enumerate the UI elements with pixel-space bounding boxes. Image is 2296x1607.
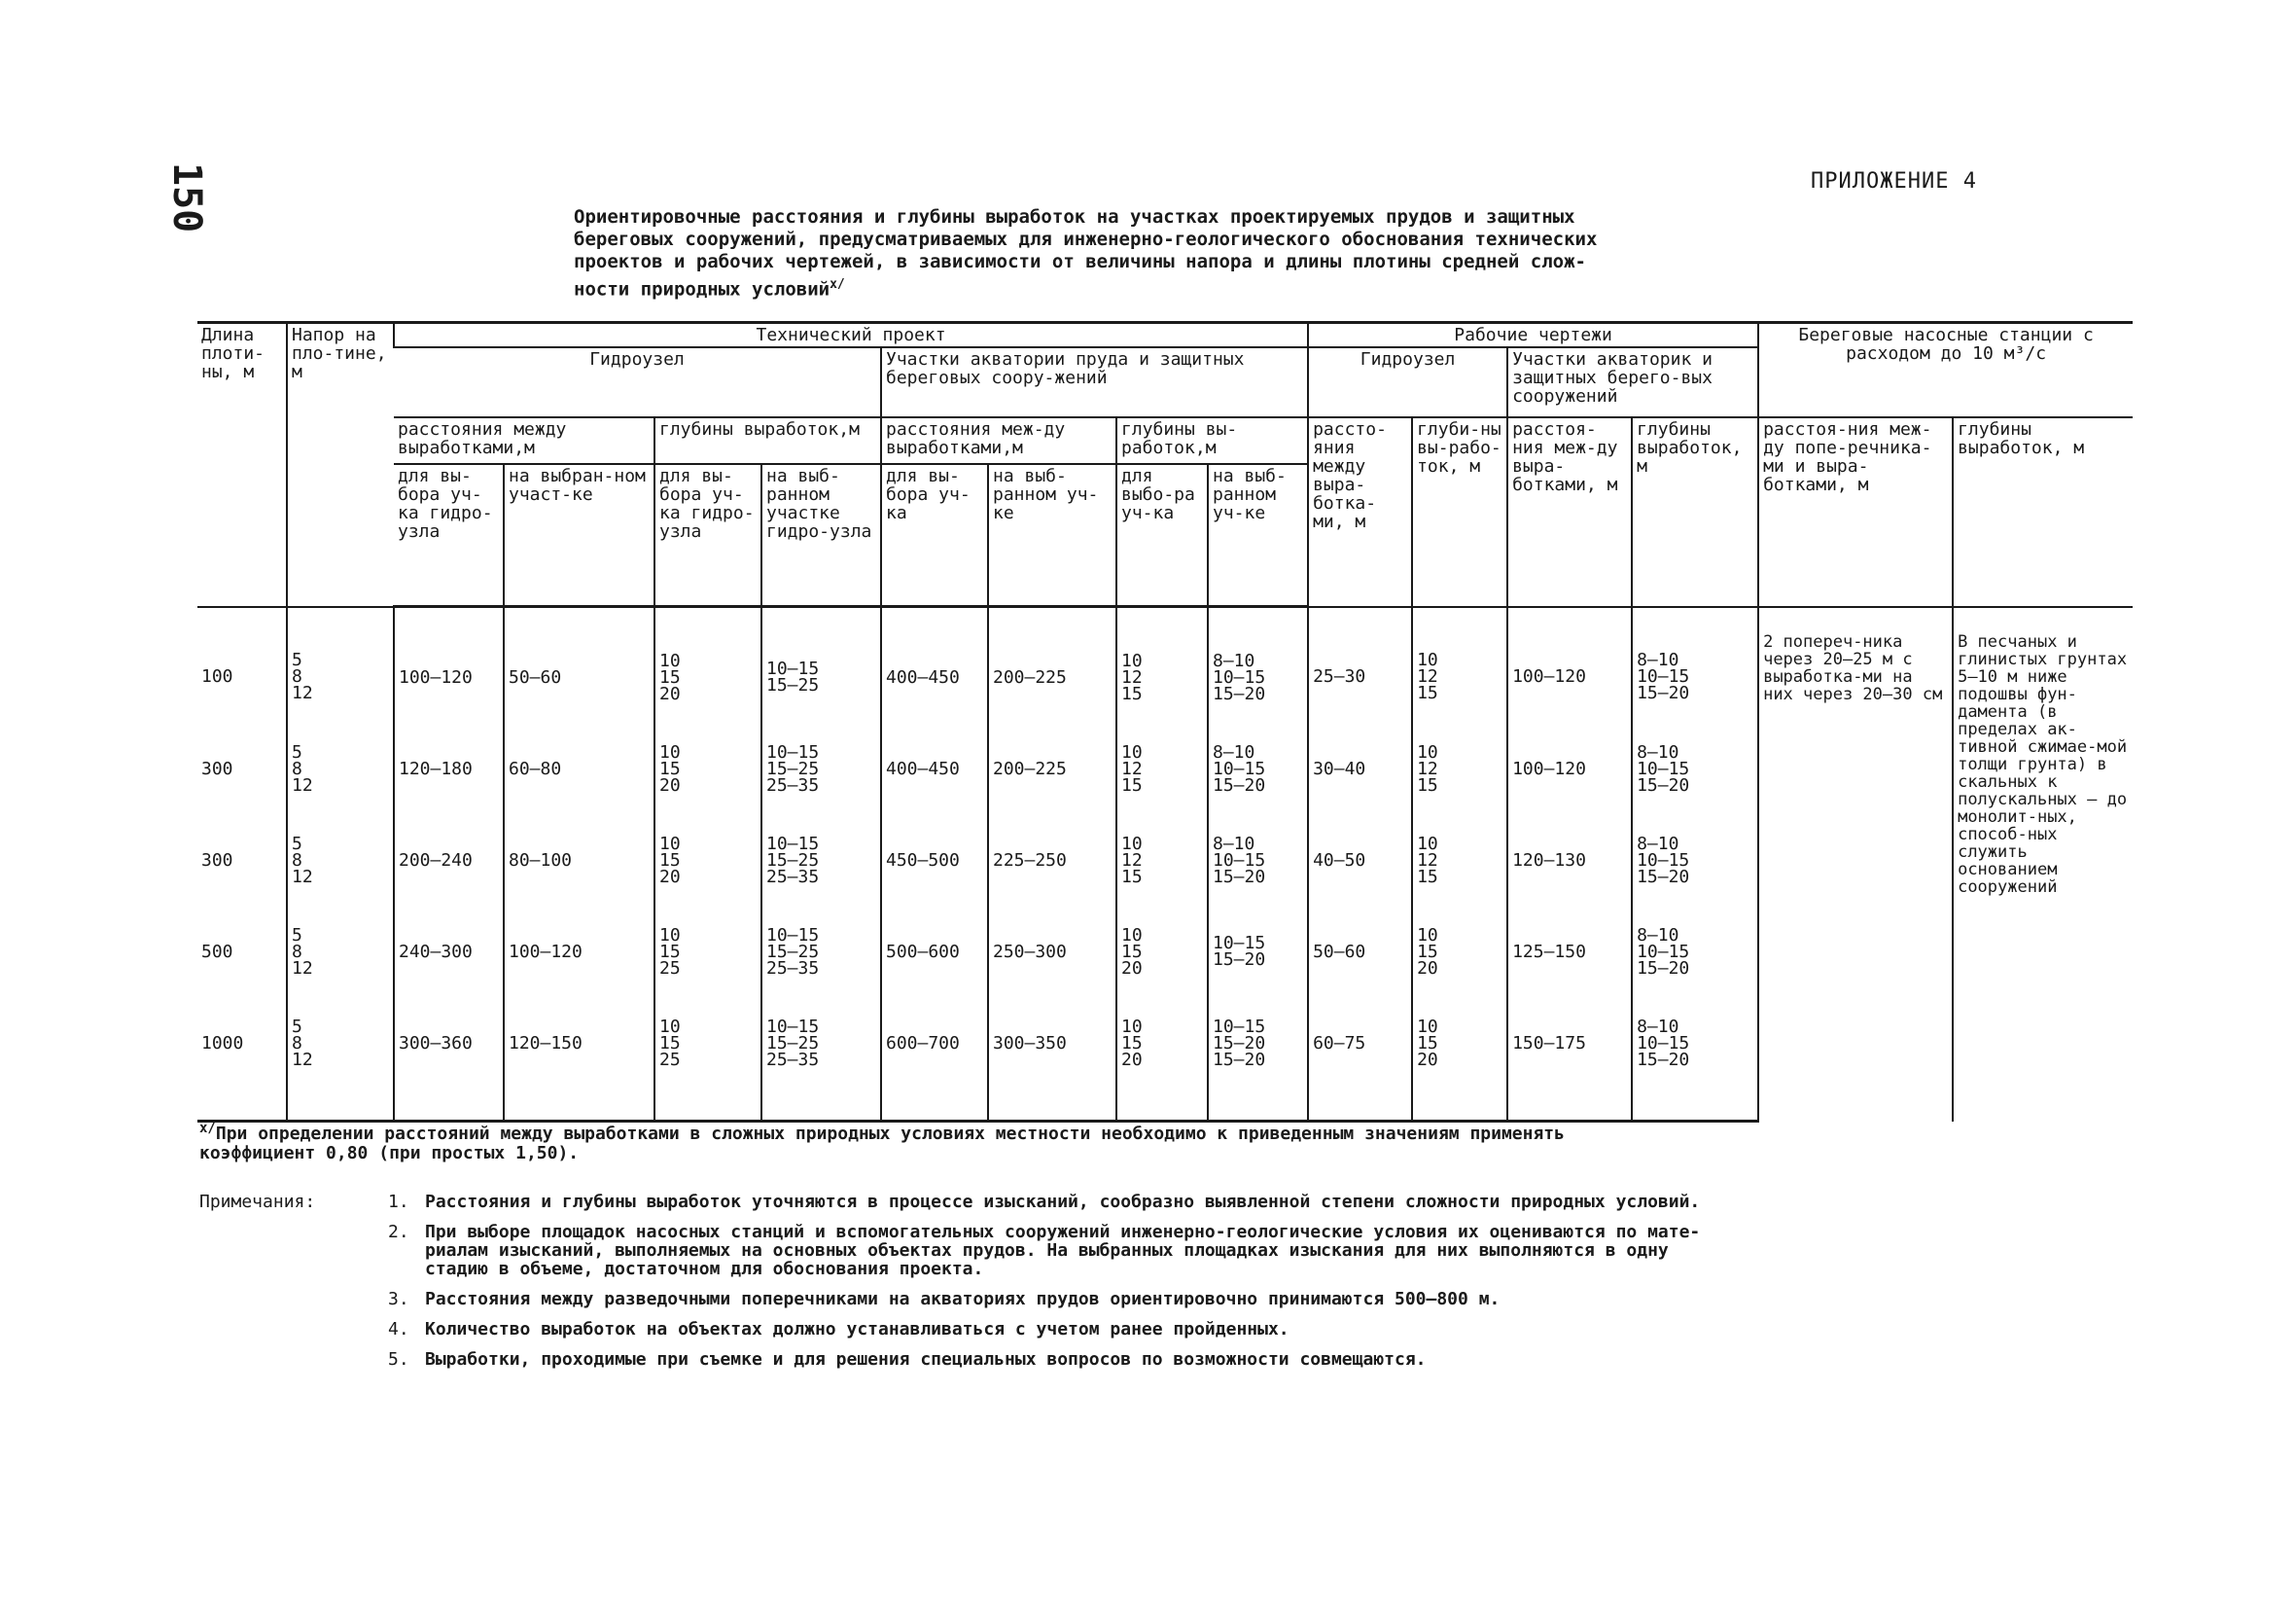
cell-r-depth-sel xyxy=(1116,723,1208,814)
cell-value: 15–20 xyxy=(1637,683,1690,704)
cell-r-dist-on: 200–225 xyxy=(988,607,1116,724)
cell-t-dist-sel: 300–360 xyxy=(394,997,504,1122)
cell-w-dist-r: 100–120 xyxy=(1507,607,1632,724)
cell-value: 15 xyxy=(659,941,681,962)
cell-value: 8–10 xyxy=(1213,833,1255,854)
header-pump-stations: Береговые насосные станции с расходом до 10 м³/с xyxy=(1758,323,2133,418)
note-text: При выборе площадок насосных станций и вспомогательных сооружений инженерно-геологические условия их оцениваются по мате- риалам изысканий, выполняемых на основных объектах прудов. На выбранных площадках изыскания для них выполняются в одну стадию в объеме, достаточном для обоснования проекта. xyxy=(425,1222,1701,1279)
cell-r-dist-sel: 400–450 xyxy=(881,723,988,814)
cell-value: 10–15 xyxy=(766,659,820,679)
cell-value: 8 xyxy=(292,1032,302,1053)
page-number: 150 xyxy=(164,162,209,233)
footnote-mark: x/ xyxy=(199,1121,216,1136)
header-sel-hydro: для вы-бора уч-ка гидро-узла xyxy=(394,464,504,607)
note-number: 3. xyxy=(388,1289,409,1309)
note-item xyxy=(388,1193,2125,1211)
cell-value: 8 xyxy=(292,666,302,688)
cell-w-dist-h: 50–60 xyxy=(1308,906,1412,997)
cell-r-depth-sel xyxy=(1116,607,1208,724)
note-item xyxy=(388,1223,2125,1278)
cell-value: 12 xyxy=(1417,758,1438,779)
cell-value: 12 xyxy=(1121,666,1143,688)
cell-r-depth-on xyxy=(1208,906,1308,997)
cell-value: 25–35 xyxy=(766,866,820,887)
cell-t-depth-on xyxy=(761,723,881,814)
cell-value: 12 xyxy=(1121,758,1143,779)
cell-value: 25 xyxy=(659,957,681,979)
cell-value: 5 xyxy=(292,650,302,671)
cell-t-depth-on xyxy=(761,997,881,1122)
note-item xyxy=(388,1320,2125,1339)
cell-value: 15 xyxy=(1121,866,1143,887)
cell-w-dist-h: 40–50 xyxy=(1308,814,1412,906)
cell-value: 10–15 xyxy=(766,1016,820,1037)
cell-value: 8–10 xyxy=(1637,924,1679,946)
cell-value: 10 xyxy=(1121,650,1143,671)
note-text: Количество выработок на объектах должно устанавливаться с учетом ранее пройденных. xyxy=(425,1319,1289,1339)
cell-r-dist-on: 225–250 xyxy=(988,814,1116,906)
cell-t-depth-sel xyxy=(654,723,761,814)
footnote-text: При определении расстояний между выработками в сложных природных условиях местности необходимо к приведенным значениям применять коэффициент 0,80 (при простых 1,50). xyxy=(199,1124,1565,1163)
cell-w-dist-h: 30–40 xyxy=(1308,723,1412,814)
cell-value: 15–25 xyxy=(766,941,820,962)
cell-value: 10–15 xyxy=(1213,1016,1266,1037)
cell-value: 20 xyxy=(1121,1049,1143,1070)
cell-value: 10 xyxy=(1417,650,1438,671)
cell-head xyxy=(287,906,394,997)
header-depth-res: глубины вы-работок,м xyxy=(1116,417,1308,464)
note-text: Выработки, проходимые при съемке и для решения специальных вопросов по возможности совмещаются. xyxy=(425,1349,1427,1370)
cell-value: 15–20 xyxy=(1637,1049,1690,1070)
header-dist-hydro: расстояния между выработками,м xyxy=(394,417,654,464)
cell-value: 15–20 xyxy=(1213,774,1266,796)
cell-w-dist-r: 120–130 xyxy=(1507,814,1632,906)
cell-value: 10 xyxy=(1121,924,1143,946)
title-text: Ориентировочные расстояния и глубины выработок на участках проектируемых прудов и защитных береговых сооружений, предусматриваемых для инженерно-геологического обоснования технических проектов и рабочих чертежей, в зависимости от величины напора и длины плотины средней слож- ности природных условий xyxy=(574,206,1598,301)
cell-value: 12 xyxy=(292,1049,313,1070)
cell-r-depth-on xyxy=(1208,607,1308,724)
cell-w-depth-r xyxy=(1632,607,1758,724)
header-hydro-work: Гидроузел xyxy=(1308,347,1507,417)
header-pump-dist: расстоя-ния меж-ду попе-речника-ми и выра-ботками, м xyxy=(1758,417,1953,607)
cell-value: 15–25 xyxy=(766,1032,820,1053)
cell-value: 8–10 xyxy=(1637,1016,1679,1037)
cell-w-depth-h xyxy=(1412,814,1507,906)
cell-value: 15–20 xyxy=(1637,774,1690,796)
cell-value: 10–15 xyxy=(766,833,820,854)
header-head: Напор на пло-тине, м xyxy=(287,323,394,607)
note-text: Расстояния между разведочными поперечниками на акваториях прудов ориентировочно принимаются 500–800 м. xyxy=(425,1289,1501,1309)
cell-value: 8–10 xyxy=(1637,833,1679,854)
cell-value: 10 xyxy=(659,650,681,671)
cell-value: 8–10 xyxy=(1637,741,1679,763)
cell-value: 10–15 xyxy=(1213,933,1266,953)
cell-value: 25–35 xyxy=(766,957,820,979)
cell-t-dist-sel: 240–300 xyxy=(394,906,504,997)
cell-value: 15 xyxy=(1417,941,1438,962)
cell-value: 20 xyxy=(659,774,681,796)
note-item xyxy=(388,1290,2125,1308)
header-on-sel-area-depth: на выб-ранном уч-ке xyxy=(1208,464,1308,607)
cell-value: 20 xyxy=(1121,957,1143,979)
cell-value: 10 xyxy=(659,924,681,946)
cell-value: 10–15 xyxy=(1637,666,1690,688)
cell-head xyxy=(287,997,394,1122)
cell-value: 12 xyxy=(292,683,313,704)
cell-w-depth-h xyxy=(1412,723,1507,814)
cell-r-dist-sel: 600–700 xyxy=(881,997,988,1122)
cell-r-depth-sel xyxy=(1116,814,1208,906)
cell-value: 12 xyxy=(292,957,313,979)
table-row xyxy=(197,607,2133,724)
cell-head xyxy=(287,607,394,724)
cell-length: 300 xyxy=(201,758,233,779)
header-sel-hydro-depth: для вы-бора уч-ка гидро-узла xyxy=(654,464,761,607)
cell-value: 10–15 xyxy=(766,741,820,763)
cell-w-depth-h xyxy=(1412,997,1507,1122)
cell-t-dist-sel: 120–180 xyxy=(394,723,504,814)
cell-value: 25–35 xyxy=(766,1049,820,1070)
cell-value: 10–15 xyxy=(1213,849,1266,871)
cell-value: 15 xyxy=(1121,774,1143,796)
cell-value: 15 xyxy=(1121,1032,1143,1053)
cell-value: 5 xyxy=(292,833,302,854)
table-title xyxy=(574,206,1760,301)
cell-t-dist-on: 100–120 xyxy=(504,906,654,997)
cell-value: 20 xyxy=(659,866,681,887)
cell-head xyxy=(287,723,394,814)
notes-label: Примечания: xyxy=(199,1192,316,1212)
cell-r-dist-on: 200–225 xyxy=(988,723,1116,814)
header-on-sel-depth: на выб-ранном участке гидро-узла xyxy=(761,464,881,607)
cell-r-dist-sel: 500–600 xyxy=(881,906,988,997)
cell-r-depth-on xyxy=(1208,723,1308,814)
cell-value: 10 xyxy=(1121,1016,1143,1037)
cell-value: 10 xyxy=(1121,833,1143,854)
cell-value: 10 xyxy=(1417,1016,1438,1037)
cell-value: 8 xyxy=(292,849,302,871)
cell-value: 15 xyxy=(659,849,681,871)
cell-value: 10 xyxy=(1121,741,1143,763)
header-work-dist-res: расстоя-ния меж-ду выра-ботками, м xyxy=(1507,417,1632,607)
cell-value: 15–25 xyxy=(766,758,820,779)
notes-section xyxy=(199,1193,2125,1380)
cell-t-dist-on: 80–100 xyxy=(504,814,654,906)
cell-value: 15–20 xyxy=(1213,949,1266,970)
cell-w-dist-r: 100–120 xyxy=(1507,723,1632,814)
cell-t-depth-sel xyxy=(654,814,761,906)
cell-value: 25–35 xyxy=(766,774,820,796)
cell-w-dist-h: 25–30 xyxy=(1308,607,1412,724)
cell-r-dist-on: 300–350 xyxy=(988,997,1116,1122)
cell-w-depth-r xyxy=(1632,997,1758,1122)
cell-value: 15 xyxy=(1417,683,1438,704)
cell-value: 15 xyxy=(659,666,681,688)
notes-list xyxy=(199,1193,2125,1369)
cell-value: 20 xyxy=(1417,957,1438,979)
header-work-depth-hydro: глуби-ны вы-рабо-ток, м xyxy=(1412,417,1507,607)
cell-w-depth-h xyxy=(1412,607,1507,724)
cell-w-dist-r: 125–150 xyxy=(1507,906,1632,997)
header-length: Длина плоти-ны, м xyxy=(197,323,287,607)
cell-t-dist-on: 120–150 xyxy=(504,997,654,1122)
cell-r-dist-sel: 450–500 xyxy=(881,814,988,906)
cell-value: 5 xyxy=(292,1016,302,1037)
cell-length: 500 xyxy=(201,941,233,962)
cell-value: 10–15 xyxy=(1637,941,1690,962)
cell-t-dist-sel: 200–240 xyxy=(394,814,504,906)
data-table xyxy=(197,321,2133,1123)
cell-value: 12 xyxy=(1417,849,1438,871)
cell-value: 15–20 xyxy=(1213,866,1266,887)
note-number: 4. xyxy=(388,1319,409,1339)
cell-t-dist-on: 50–60 xyxy=(504,607,654,724)
cell-length: 1000 xyxy=(197,997,287,1122)
cell-t-dist-on: 60–80 xyxy=(504,723,654,814)
cell-value: 10 xyxy=(659,1016,681,1037)
cell-value: 15–25 xyxy=(766,849,820,871)
title-footnote-mark: x/ xyxy=(830,277,845,292)
cell-r-depth-sel xyxy=(1116,906,1208,997)
footnote xyxy=(199,1119,2096,1163)
note-number: 2. xyxy=(388,1222,409,1242)
cell-value: 10 xyxy=(659,833,681,854)
note-text: Расстояния и глубины выработок уточняются в процессе изысканий, сообразно выявленной степени сложности природных условий. xyxy=(425,1192,1701,1212)
cell-t-depth-on xyxy=(761,906,881,997)
cell-value: 25 xyxy=(659,1049,681,1070)
cell-r-depth-on xyxy=(1208,814,1308,906)
cell-length: 300 xyxy=(201,849,233,871)
cell-t-depth-on xyxy=(761,607,881,724)
header-sel-area: для вы-бора уч-ка xyxy=(881,464,988,607)
cell-t-dist-sel: 100–120 xyxy=(394,607,504,724)
note-number: 1. xyxy=(388,1192,409,1212)
cell-value: 5 xyxy=(292,924,302,946)
header-working-drawings: Рабочие чертежи xyxy=(1308,323,1758,348)
header-work-dist-hydro: рассто-яния между выра-ботка-ми, м xyxy=(1308,417,1412,607)
cell-r-depth-on xyxy=(1208,997,1308,1122)
cell-value: 15 xyxy=(659,758,681,779)
cell-w-depth-r xyxy=(1632,906,1758,997)
cell-value: 15 xyxy=(1417,866,1438,887)
cell-value: 12 xyxy=(1417,666,1438,688)
note-number: 5. xyxy=(388,1349,409,1370)
cell-value: 10–15 xyxy=(1213,666,1266,688)
cell-w-depth-h xyxy=(1412,906,1507,997)
cell-w-dist-r: 150–175 xyxy=(1507,997,1632,1122)
cell-value: 10 xyxy=(1417,741,1438,763)
cell-length: 100 xyxy=(201,666,233,688)
header-tech-project: Технический проект xyxy=(394,323,1308,348)
header-depth-hydro: глубины выработок,м xyxy=(654,417,881,464)
cell-value: 8 xyxy=(292,758,302,779)
cell-value: 15 xyxy=(1417,774,1438,796)
cell-w-depth-r xyxy=(1632,814,1758,906)
cell-value: 10–15 xyxy=(1637,849,1690,871)
cell-value: 8 xyxy=(292,941,302,962)
header-dist-res: расстояния меж-ду выработками,м xyxy=(881,417,1116,464)
header-on-sel-area: на выб-ранном уч-ке xyxy=(988,464,1116,607)
cell-value: 12 xyxy=(1121,849,1143,871)
cell-value: 15–25 xyxy=(766,675,820,696)
cell-r-dist-sel: 400–450 xyxy=(881,607,988,724)
cell-value: 12 xyxy=(292,774,313,796)
cell-value: 8–10 xyxy=(1637,650,1679,671)
cell-r-depth-sel xyxy=(1116,997,1208,1122)
cell-value: 15–20 xyxy=(1637,866,1690,887)
cell-value: 15 xyxy=(1121,683,1143,704)
cell-value: 10 xyxy=(659,741,681,763)
cell-head xyxy=(287,814,394,906)
cell-value: 15–20 xyxy=(1637,957,1690,979)
cell-value: 10–15 xyxy=(1637,758,1690,779)
cell-value: 15–20 xyxy=(1213,1032,1266,1053)
cell-value: 15–20 xyxy=(1213,1049,1266,1070)
header-reservoir-work: Участки акваторик и защитных берего-вых сооружений xyxy=(1507,347,1758,417)
cell-value: 20 xyxy=(659,683,681,704)
appendix-label: ПРИЛОЖЕНИЕ 4 xyxy=(1811,169,1977,194)
note-item xyxy=(388,1350,2125,1369)
cell-value: 10–15 xyxy=(1637,1032,1690,1053)
cell-value: 10–15 xyxy=(1213,758,1266,779)
cell-value: 8–10 xyxy=(1213,741,1255,763)
cell-value: 10 xyxy=(1417,924,1438,946)
cell-value: 10 xyxy=(1417,833,1438,854)
header-on-sel: на выбран-ном участ-ке xyxy=(504,464,654,607)
cell-value: 15 xyxy=(659,1032,681,1053)
header-reservoir: Участки акватории пруда и защитных береговых соору-жений xyxy=(881,347,1308,417)
header-work-depth-res: глубины выработок, м xyxy=(1632,417,1758,607)
header-sel-area-depth: для выбо-ра уч-ка xyxy=(1116,464,1208,607)
cell-t-depth-sel xyxy=(654,997,761,1122)
cell-w-depth-r xyxy=(1632,723,1758,814)
cell-pump-depth: В песчаных и глинистых грунтах 5–10 м ниже подошвы фун-дамента (в пределах ак-тивной сжимае-мой толщи грунта) в скальных к полускальных – до монолит-ных, способ-ных служить основанием сооружений xyxy=(1953,607,2133,1122)
cell-value: 12 xyxy=(292,866,313,887)
cell-value: 15–20 xyxy=(1213,683,1266,704)
cell-value: 15 xyxy=(1121,941,1143,962)
header-hydro: Гидроузел xyxy=(394,347,881,417)
header-pump-depth: глубины выработок, м xyxy=(1953,417,2133,607)
cell-pump-dist: 2 попереч-ника через 20–25 м с выработка-ми на них через 20–30 см xyxy=(1758,607,1953,1122)
cell-value: 5 xyxy=(292,741,302,763)
cell-value: 8–10 xyxy=(1213,650,1255,671)
cell-t-depth-on xyxy=(761,814,881,906)
cell-value: 15 xyxy=(1417,1032,1438,1053)
cell-value: 10–15 xyxy=(766,924,820,946)
cell-r-dist-on: 250–300 xyxy=(988,906,1116,997)
cell-w-dist-h: 60–75 xyxy=(1308,997,1412,1122)
cell-t-depth-sel xyxy=(654,607,761,724)
cell-t-depth-sel xyxy=(654,906,761,997)
cell-value: 20 xyxy=(1417,1049,1438,1070)
